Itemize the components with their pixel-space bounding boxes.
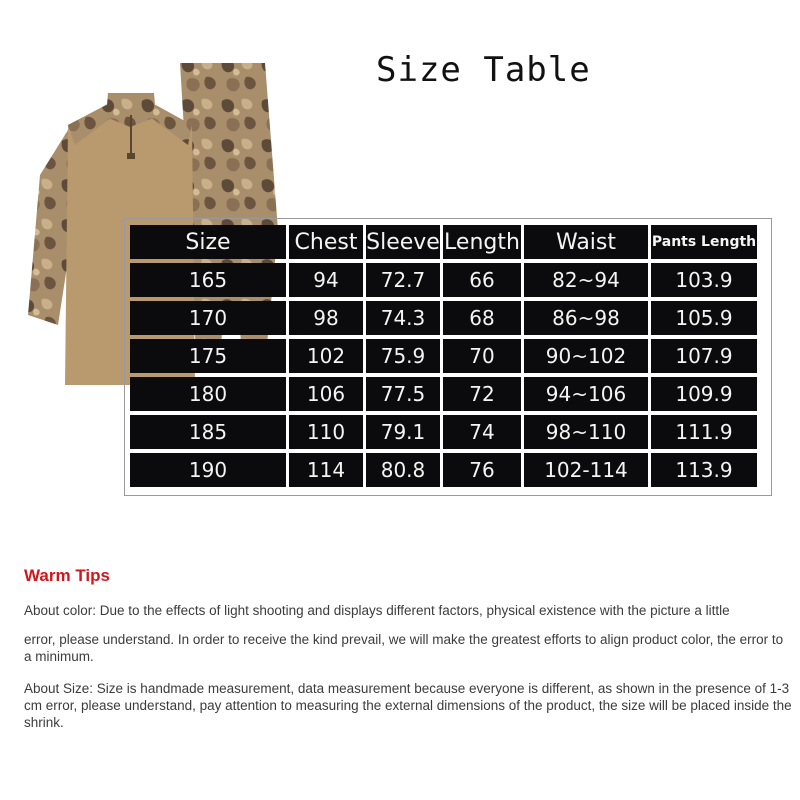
- header-pants-length: Pants Length: [651, 225, 757, 259]
- table-row: [130, 301, 757, 335]
- table-cell: 74.3: [366, 301, 440, 335]
- table-cell: 102-114: [524, 453, 648, 487]
- size-table-frame: [124, 218, 772, 496]
- table-cell: 98~110: [524, 415, 648, 449]
- table-cell: 72: [443, 377, 521, 411]
- header-chest: Chest: [289, 225, 363, 259]
- table-cell: 90~102: [524, 339, 648, 373]
- about-size-text: About Size: Size is handmade measurement, data measurement because everyone is different, as shown in the presence of 1-3 cm error, please understand, pay attention to measuring the external dimensions of the product, the size will be placed inside the shrink.: [24, 681, 792, 730]
- table-cell: 190: [130, 453, 286, 487]
- table-cell: 102: [289, 339, 363, 373]
- table-cell: 109.9: [651, 377, 757, 411]
- table-row: [130, 263, 757, 297]
- table-cell: 77.5: [366, 377, 440, 411]
- table-cell: 86~98: [524, 301, 648, 335]
- table-row: [130, 415, 757, 449]
- table-cell: 75.9: [366, 339, 440, 373]
- table-cell: 74: [443, 415, 521, 449]
- header-sleeve: Sleeve: [366, 225, 440, 259]
- table-cell: 111.9: [651, 415, 757, 449]
- table-row: [130, 339, 757, 373]
- table-cell: 103.9: [651, 263, 757, 297]
- table-cell: 82~94: [524, 263, 648, 297]
- table-cell: 76: [443, 453, 521, 487]
- table-cell: 72.7: [366, 263, 440, 297]
- table-header-row: [130, 225, 757, 259]
- table-cell: 180: [130, 377, 286, 411]
- size-table: [127, 221, 760, 491]
- table-cell: 185: [130, 415, 286, 449]
- table-cell: 107.9: [651, 339, 757, 373]
- header-waist: Waist: [524, 225, 648, 259]
- table-row: [130, 453, 757, 487]
- table-cell: 98: [289, 301, 363, 335]
- table-cell: 105.9: [651, 301, 757, 335]
- about-color-text-line1: About color: Due to the effects of light shooting and displays different factors, physical existence with the picture a little: [24, 603, 730, 618]
- table-cell: 110: [289, 415, 363, 449]
- table-row: [130, 377, 757, 411]
- table-cell: 113.9: [651, 453, 757, 487]
- table-cell: 66: [443, 263, 521, 297]
- table-cell: 68: [443, 301, 521, 335]
- table-cell: 114: [289, 453, 363, 487]
- table-cell: 94~106: [524, 377, 648, 411]
- table-cell: 94: [289, 263, 363, 297]
- warm-tips-heading: Warm Tips: [24, 566, 110, 585]
- page-title: Size Table: [376, 50, 591, 90]
- table-cell: 175: [130, 339, 286, 373]
- header-length: Length: [443, 225, 521, 259]
- table-cell: 79.1: [366, 415, 440, 449]
- table-cell: 165: [130, 263, 286, 297]
- table-cell: 170: [130, 301, 286, 335]
- table-cell: 70: [443, 339, 521, 373]
- about-color-text-line2: error, please understand. In order to receive the kind prevail, we will make the greatest efforts to align product color, the error to a minimum.: [24, 632, 784, 664]
- header-size: Size: [130, 225, 286, 259]
- table-cell: 80.8: [366, 453, 440, 487]
- table-cell: 106: [289, 377, 363, 411]
